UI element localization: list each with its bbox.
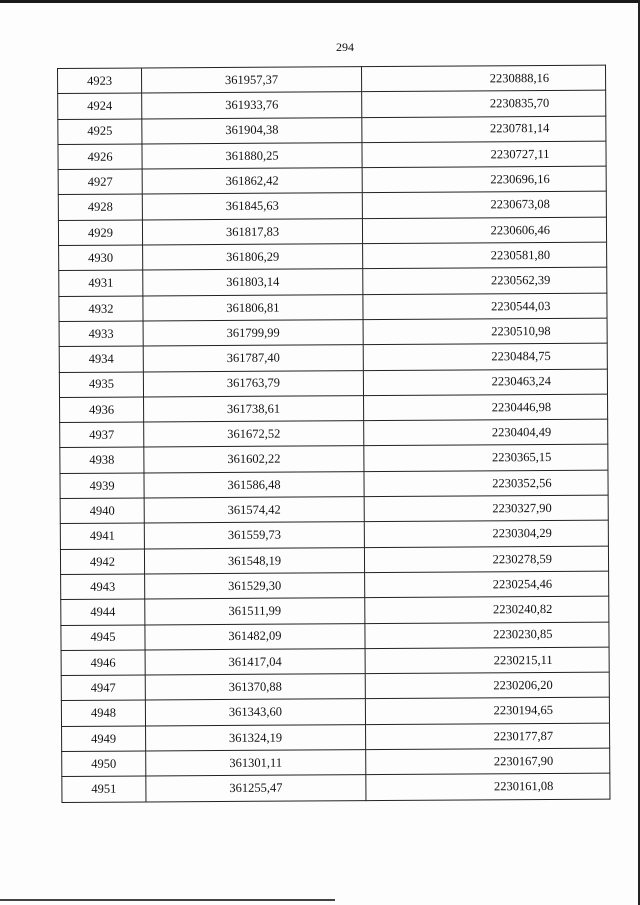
point-number-cell: 4944 xyxy=(61,599,145,625)
x-coordinate-cell: 361602,22 xyxy=(144,446,364,473)
y-coordinate-cell: 2230510,98 xyxy=(363,318,607,345)
x-coordinate-cell: 361787,40 xyxy=(143,345,363,372)
point-number-cell: 4947 xyxy=(61,675,145,701)
x-coordinate-cell: 361957,37 xyxy=(142,67,362,94)
x-coordinate-cell: 361343,60 xyxy=(145,699,365,726)
table-row xyxy=(60,394,608,423)
table-row xyxy=(58,65,606,94)
y-coordinate-cell: 2230446,98 xyxy=(364,394,608,421)
table-row xyxy=(61,647,609,676)
y-coordinate-cell: 2230304,29 xyxy=(364,520,608,547)
y-coordinate-cell: 2230835,70 xyxy=(362,90,606,117)
x-coordinate-cell: 361763,79 xyxy=(143,370,363,397)
point-number-cell: 4933 xyxy=(59,321,143,347)
x-coordinate-cell: 361417,04 xyxy=(145,648,365,675)
point-number-cell: 4948 xyxy=(61,700,145,726)
y-coordinate-cell: 2230581,80 xyxy=(363,242,607,269)
table-row xyxy=(59,369,607,398)
table-row xyxy=(62,773,610,802)
scan-border-bottom xyxy=(0,899,335,901)
x-coordinate-cell: 361574,42 xyxy=(144,497,364,524)
point-number-cell: 4949 xyxy=(62,726,146,752)
y-coordinate-cell: 2230673,08 xyxy=(362,192,606,219)
x-coordinate-cell: 361880,25 xyxy=(142,143,362,170)
table-row xyxy=(58,90,606,119)
table-row xyxy=(61,698,609,727)
table-row xyxy=(60,520,608,549)
y-coordinate-cell: 2230177,87 xyxy=(366,723,610,750)
y-coordinate-cell: 2230365,15 xyxy=(364,445,608,472)
point-number-cell: 4934 xyxy=(59,346,143,372)
y-coordinate-cell: 2230404,49 xyxy=(364,419,608,446)
table-row xyxy=(60,495,608,524)
x-coordinate-cell: 361803,14 xyxy=(143,269,363,296)
table-row xyxy=(58,141,606,170)
table-row xyxy=(59,318,607,347)
point-number-cell: 4946 xyxy=(61,650,145,676)
x-coordinate-cell: 361548,19 xyxy=(144,547,364,574)
y-coordinate-cell: 2230696,16 xyxy=(362,166,606,193)
point-number-cell: 4951 xyxy=(62,776,146,802)
x-coordinate-cell: 361301,11 xyxy=(146,750,366,777)
y-coordinate-cell: 2230167,90 xyxy=(366,748,610,775)
table-row xyxy=(59,293,607,322)
table-row xyxy=(61,672,609,701)
y-coordinate-cell: 2230327,90 xyxy=(364,495,608,522)
point-number-cell: 4925 xyxy=(58,119,142,145)
point-number-cell: 4942 xyxy=(60,549,144,575)
x-coordinate-cell: 361529,30 xyxy=(145,573,365,600)
x-coordinate-cell: 361511,99 xyxy=(145,598,365,625)
y-coordinate-cell: 2230727,11 xyxy=(362,141,606,168)
x-coordinate-cell: 361559,73 xyxy=(144,522,364,549)
y-coordinate-cell: 2230484,75 xyxy=(363,343,607,370)
y-coordinate-cell: 2230781,14 xyxy=(362,116,606,143)
point-number-cell: 4929 xyxy=(58,220,142,246)
y-coordinate-cell: 2230606,46 xyxy=(362,217,606,244)
point-number-cell: 4943 xyxy=(61,574,145,600)
point-number-cell: 4930 xyxy=(59,245,143,271)
table-row xyxy=(60,419,608,448)
table-row xyxy=(58,116,606,145)
point-number-cell: 4924 xyxy=(58,93,142,119)
x-coordinate-cell: 361586,48 xyxy=(144,471,364,498)
point-number-cell: 4945 xyxy=(61,625,145,651)
point-number-cell: 4939 xyxy=(60,473,144,499)
y-coordinate-cell: 2230161,08 xyxy=(366,773,610,800)
y-coordinate-cell: 2230352,56 xyxy=(364,470,608,497)
table-row xyxy=(60,445,608,474)
point-number-cell: 4931 xyxy=(59,270,143,296)
table-row xyxy=(61,571,609,600)
coordinates-table-body xyxy=(58,65,610,802)
table-row xyxy=(62,723,610,752)
point-number-cell: 4940 xyxy=(60,498,144,524)
table-row xyxy=(58,192,606,221)
table-row xyxy=(60,546,608,575)
y-coordinate-cell: 2230230,85 xyxy=(365,622,609,649)
point-number-cell: 4926 xyxy=(58,144,142,170)
point-number-cell: 4932 xyxy=(59,296,143,322)
x-coordinate-cell: 361806,81 xyxy=(143,294,363,321)
point-number-cell: 4936 xyxy=(60,397,144,423)
x-coordinate-cell: 361806,29 xyxy=(143,244,363,271)
y-coordinate-cell: 2230278,59 xyxy=(364,546,608,573)
table-row xyxy=(59,343,607,372)
point-number-cell: 4937 xyxy=(60,422,144,448)
table-row xyxy=(58,217,606,246)
table-row xyxy=(59,268,607,297)
y-coordinate-cell: 2230240,82 xyxy=(365,596,609,623)
point-number-cell: 4941 xyxy=(60,523,144,549)
table-row xyxy=(62,748,610,777)
y-coordinate-cell: 2230254,46 xyxy=(365,571,609,598)
x-coordinate-cell: 361738,61 xyxy=(144,395,364,422)
table-row xyxy=(61,622,609,651)
x-coordinate-cell: 361933,76 xyxy=(142,92,362,119)
y-coordinate-cell: 2230888,16 xyxy=(361,65,605,92)
x-coordinate-cell: 361255,47 xyxy=(146,775,366,802)
x-coordinate-cell: 361482,09 xyxy=(145,623,365,650)
page-number: 294 xyxy=(336,40,354,54)
y-coordinate-cell: 2230463,24 xyxy=(363,369,607,396)
point-number-cell: 4923 xyxy=(58,68,142,94)
point-number-cell: 4927 xyxy=(58,169,142,195)
y-coordinate-cell: 2230544,03 xyxy=(363,293,607,320)
point-number-cell: 4950 xyxy=(62,751,146,777)
scan-border-top xyxy=(0,0,640,3)
x-coordinate-cell: 361324,19 xyxy=(146,724,366,751)
x-coordinate-cell: 361904,38 xyxy=(142,117,362,144)
table-row xyxy=(59,242,607,271)
x-coordinate-cell: 361862,42 xyxy=(142,168,362,195)
table-row xyxy=(58,166,606,195)
table-row xyxy=(60,470,608,499)
x-coordinate-cell: 361672,52 xyxy=(144,421,364,448)
x-coordinate-cell: 361370,88 xyxy=(145,674,365,701)
y-coordinate-cell: 2230206,20 xyxy=(365,672,609,699)
y-coordinate-cell: 2230562,39 xyxy=(363,268,607,295)
coordinates-table xyxy=(57,65,610,803)
table-row xyxy=(61,596,609,625)
point-number-cell: 4938 xyxy=(60,447,144,473)
point-number-cell: 4935 xyxy=(59,372,143,398)
y-coordinate-cell: 2230215,11 xyxy=(365,647,609,674)
point-number-cell: 4928 xyxy=(58,194,142,220)
x-coordinate-cell: 361845,63 xyxy=(142,193,362,220)
y-coordinate-cell: 2230194,65 xyxy=(365,698,609,725)
x-coordinate-cell: 361799,99 xyxy=(143,320,363,347)
x-coordinate-cell: 361817,83 xyxy=(142,218,362,245)
